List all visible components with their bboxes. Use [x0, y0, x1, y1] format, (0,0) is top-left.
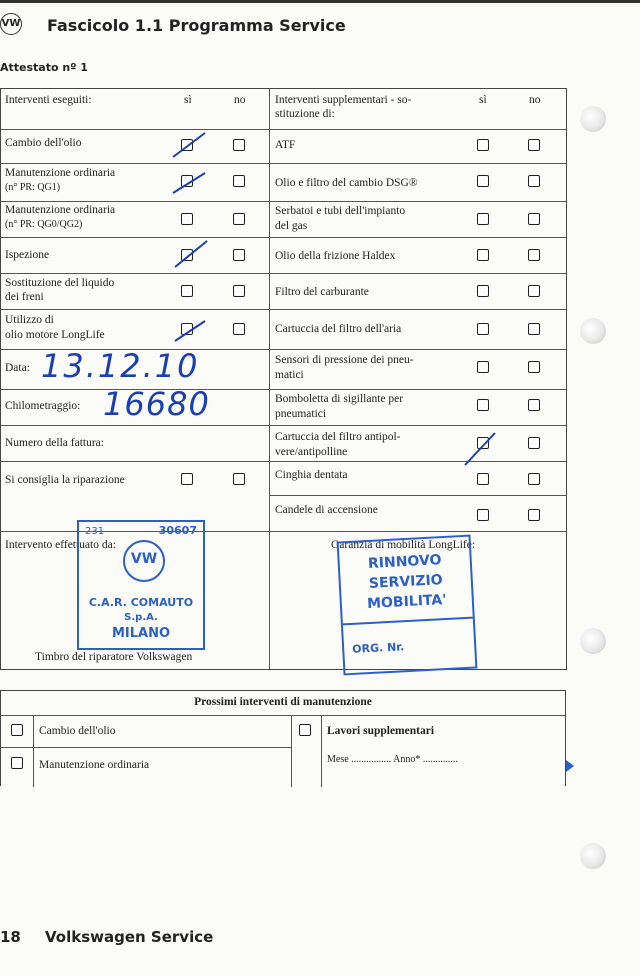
checkbox-freni-no[interactable]	[233, 285, 245, 297]
riparazione-label: Si consiglia la riparazione	[5, 474, 125, 486]
checkbox-next-lavori[interactable]	[299, 724, 311, 736]
punch-hole-2	[580, 318, 606, 344]
checkbox-manut-qg0-no[interactable]	[233, 213, 245, 225]
right-row-4: Olio della frizione Haldex	[275, 250, 396, 262]
check-mark-longlife	[171, 315, 211, 345]
right-row-9-sub: vere/antipolline	[275, 446, 348, 458]
checkbox-cambio-olio-no[interactable]	[233, 139, 245, 151]
right-row-3-sub: del gas	[275, 220, 308, 232]
checkbox-dsg-si[interactable]	[477, 175, 489, 187]
check-mark-manut-qg1	[169, 167, 209, 199]
checkbox-gas-no[interactable]	[528, 213, 540, 225]
next-title: Prossimi interventi di manutenzione	[194, 696, 372, 708]
checkbox-riparazione-no[interactable]	[233, 473, 245, 485]
mobility-line2: SERVIZIO	[368, 572, 444, 592]
right-row-3: Serbatoi e tubi dell'impianto	[275, 205, 406, 217]
garanzia-label: Garanzia di mobilità LongLife:	[331, 539, 476, 551]
checkbox-cinghia-si[interactable]	[477, 473, 489, 485]
left-row-3-sub: (n° PR: QG0/QG2)	[5, 219, 83, 230]
next-item1: Cambio dell'olio	[39, 725, 116, 737]
km-label: Chilometraggio:	[5, 400, 81, 412]
checkbox-carburante-no[interactable]	[528, 285, 540, 297]
footer-title: Volkswagen Service	[45, 928, 214, 946]
checkbox-candele-no[interactable]	[528, 509, 540, 521]
checkbox-aria-no[interactable]	[528, 323, 540, 335]
left-header: Interventi eseguiti:	[5, 94, 92, 106]
checkbox-sensori-no[interactable]	[528, 361, 540, 373]
right-header-line1: Interventi supplementari - so-	[275, 94, 412, 106]
mobility-line1: RINNOVO	[367, 552, 442, 572]
stamp-line3: MILANO	[111, 626, 171, 641]
checkbox-sigillante-no[interactable]	[528, 399, 540, 411]
checkbox-ispezione-no[interactable]	[233, 249, 245, 261]
mobility-line3: MOBILITA'	[366, 591, 447, 613]
punch-hole-3	[580, 628, 606, 654]
fattura-label: Numero della fattura:	[5, 437, 104, 449]
checkbox-haldex-no[interactable]	[528, 249, 540, 261]
page-number: 18	[0, 928, 21, 946]
right-row-7-sub: matici	[275, 369, 304, 381]
right-row-5: Filtro del carburante	[275, 286, 369, 298]
left-header-si: sì	[184, 94, 192, 106]
checkbox-manut-qg1-no[interactable]	[233, 175, 245, 187]
next-page-arrow-icon	[566, 760, 574, 772]
left-row-5-sub: dei freni	[5, 291, 44, 303]
checkbox-haldex-si[interactable]	[477, 249, 489, 261]
stamp-number: 30607	[158, 524, 197, 537]
right-row-9: Cartuccia del filtro antipol-	[275, 431, 401, 443]
attestato-label: Attestato nº 1	[0, 61, 88, 74]
top-rule	[0, 0, 640, 3]
right-row-10: Cinghia dentata	[275, 469, 348, 481]
right-row-8-sub: pneumatici	[275, 408, 327, 420]
left-row-1: Cambio dell'olio	[5, 137, 82, 149]
mobility-org: ORG. Nr.	[351, 640, 405, 656]
stamp-code: 231	[85, 526, 105, 537]
checkbox-atf-no[interactable]	[528, 139, 540, 151]
checkbox-sensori-si[interactable]	[477, 361, 489, 373]
intervento-label: Intervento effettuato da:	[5, 539, 116, 551]
next-maintenance-table	[0, 690, 566, 786]
left-row-2: Manutenzione ordinaria	[5, 167, 116, 179]
data-label: Data:	[5, 362, 30, 374]
checkbox-freni-si[interactable]	[181, 285, 193, 297]
checkbox-manut-qg0-si[interactable]	[181, 213, 193, 225]
right-row-8: Bomboletta di sigillante per	[275, 393, 404, 405]
dealer-stamp	[77, 520, 205, 650]
right-header-line2: stituzione di:	[275, 108, 335, 120]
right-row-6: Cartuccia del filtro dell'aria	[275, 323, 402, 335]
stamp-vw-logo-icon: VW	[123, 540, 165, 582]
next-item2: Manutenzione ordinaria	[39, 759, 150, 771]
right-header-no: no	[529, 94, 541, 106]
stamp-line2: S.p.A.	[124, 612, 158, 623]
checkbox-gas-si[interactable]	[477, 213, 489, 225]
checkbox-atf-si[interactable]	[477, 139, 489, 151]
checkbox-aria-si[interactable]	[477, 323, 489, 335]
left-row-5: Sostituzione del liquido	[5, 277, 115, 289]
checkbox-next-cambio-olio[interactable]	[11, 724, 23, 736]
checkbox-candele-si[interactable]	[477, 509, 489, 521]
check-mark-ispezione	[171, 237, 211, 271]
right-header-si: sì	[479, 94, 487, 106]
checkbox-dsg-no[interactable]	[528, 175, 540, 187]
checkbox-longlife-no[interactable]	[233, 323, 245, 335]
vw-logo-icon: VW	[0, 13, 22, 35]
data-value: 13.12.10	[41, 347, 200, 385]
left-row-6: Utilizzo di	[5, 314, 54, 326]
check-mark-antipolline	[461, 429, 501, 469]
right-row-7: Sensori di pressione dei pneu-	[275, 354, 414, 366]
checkbox-cinghia-no[interactable]	[528, 473, 540, 485]
left-row-3: Manutenzione ordinaria	[5, 204, 116, 216]
left-header-no: no	[234, 94, 246, 106]
page-title: Fascicolo 1.1 Programma Service	[47, 16, 346, 35]
right-row-2: Olio e filtro del cambio DSG®	[275, 177, 418, 189]
checkbox-carburante-si[interactable]	[477, 285, 489, 297]
left-row-2-sub: (n° PR: QG1)	[5, 182, 61, 193]
next-item3: Lavori supplementari	[327, 725, 435, 737]
checkbox-antipolline-no[interactable]	[528, 437, 540, 449]
right-row-11: Candele di accensione	[275, 504, 378, 516]
left-row-6-sub: olio motore LongLife	[5, 329, 105, 341]
checkbox-sigillante-si[interactable]	[477, 399, 489, 411]
mobility-stamp	[337, 535, 478, 676]
right-row-1: ATF	[275, 139, 296, 151]
punch-hole-1	[580, 106, 606, 132]
stamp-line1: C.A.R. COMAUTO	[88, 596, 194, 609]
left-row-4: Ispezione	[5, 249, 50, 261]
timbro-label: Timbro del riparatore Volkswagen	[35, 651, 193, 663]
checkbox-riparazione-si[interactable]	[181, 473, 193, 485]
km-value: 16680	[103, 385, 210, 423]
punch-hole-4	[580, 843, 606, 869]
check-mark-cambio-olio	[169, 129, 209, 161]
checkbox-next-manutenzione[interactable]	[11, 757, 23, 769]
next-mese: Mese ................ Anno* ..............	[327, 754, 458, 765]
